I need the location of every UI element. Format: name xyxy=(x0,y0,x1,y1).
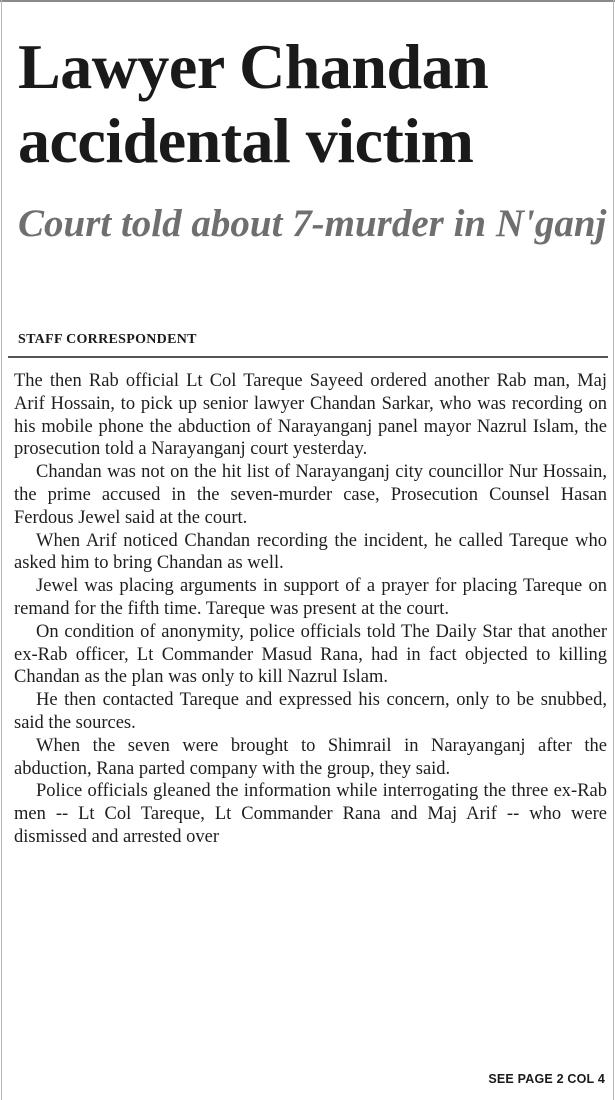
byline: STAFF CORRESPONDENT xyxy=(18,332,197,347)
byline-divider xyxy=(8,356,608,358)
paragraph-8: Police officials gleaned the information while interrogating the three ex-Rab men -- Lt Col Tareque, Lt Commander Rana and Maj Arif -- who were dismissed and arrested over xyxy=(14,781,607,847)
paragraph-6: He then contacted Tareque and expressed his concern, only to be snubbed, said the sources. xyxy=(14,690,607,733)
paragraph-1: The then Rab official Lt Col Tareque Sayeed ordered another Rab man, Maj Arif Hossain, to pick up senior lawyer Chandan Sarkar, who was recording on his mobile phone the abduction of Narayanganj panel mayor Nazrul Islam, the prosecution told a Narayanganj court yesterday. xyxy=(14,371,607,460)
continued-jump-line: SEE PAGE 2 COL 4 xyxy=(488,1072,605,1086)
paragraph-4: Jewel was placing arguments in support of a prayer for placing Tareque on remand for the fifth time. Tareque was present at the court. xyxy=(14,576,607,619)
paragraph-2: Chandan was not on the hit list of Narayanganj city councillor Nur Hossain, the prime accused in the seven-murder case, Prosecution Counsel Hasan Ferdous Jewel said at the court. xyxy=(14,462,607,528)
top-border-rule xyxy=(0,0,615,2)
left-border-rule xyxy=(1,0,2,1100)
paragraph-7: When the seven were brought to Shimrail in Narayanganj after the abduction, Rana parted company with the group, they said. xyxy=(14,735,607,779)
paragraph-5: On condition of anonymity, police officials told The Daily Star that another ex-Rab officer, Lt Commander Masud Rana, had in fact objected to killing Chandan as the plan was only to kill Nazrul Islam. xyxy=(14,621,607,688)
paragraph-3: When Arif noticed Chandan recording the incident, he called Tareque who asked him to bring Chandan as well. xyxy=(14,530,607,574)
right-border-rule xyxy=(613,0,614,1100)
article-body xyxy=(14,370,607,849)
subheadline: Court told about 7-murder in N'ganj xyxy=(18,202,607,245)
headline: Lawyer Chandan accidental victim xyxy=(18,31,489,176)
